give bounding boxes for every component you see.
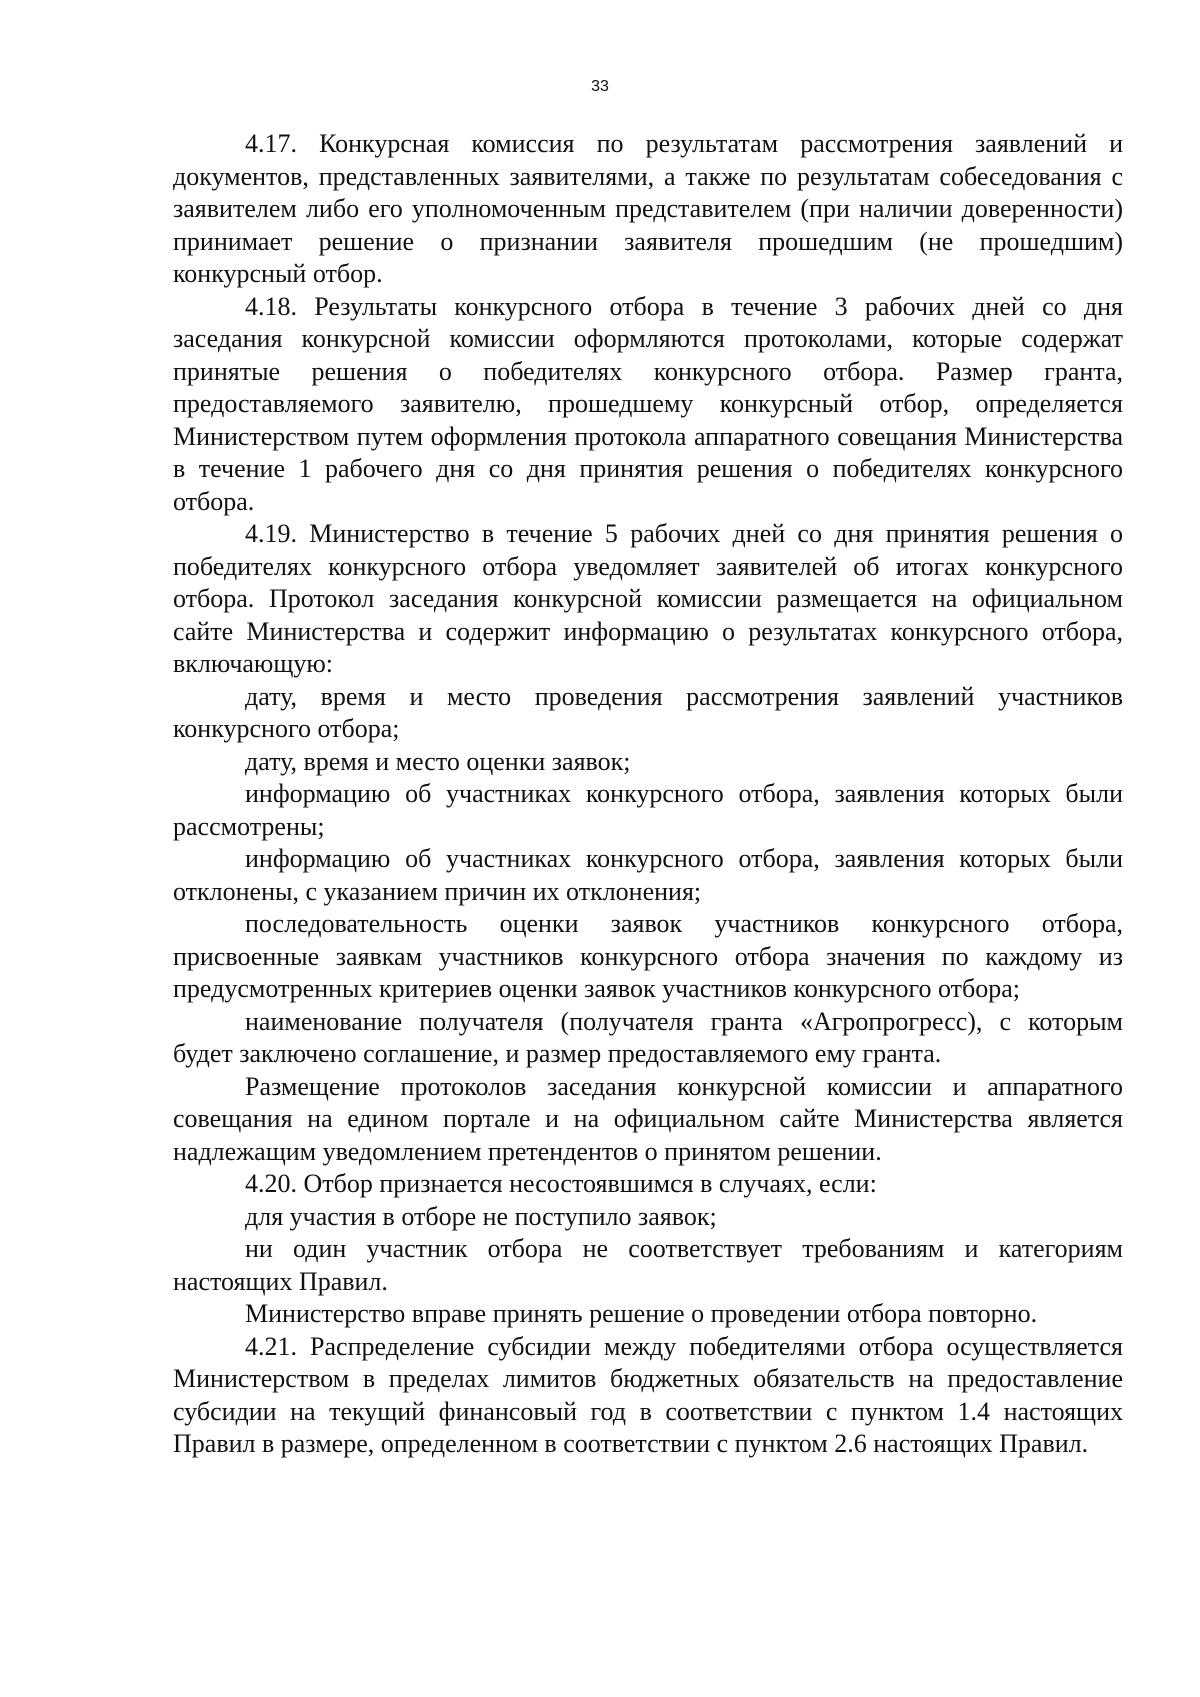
paragraph-4-19: 4.19. Министерство в течение 5 рабочих дней со дня принятия решения о победителях конкурсного отбора уведомляет заявителей об итогах конкурсного отбора. Протокол заседания конкурсной комиссии размещается на официальном сайте Министерства и содержит информацию о результатах конкурсного отбора, включающую: — [173, 519, 1123, 678]
paragraph-4-21: 4.21. Распределение субсидии между победителями отбора осуществляется Министерством в пределах лимитов бюджетных обязательств на предоставление субсидии на текущий финансовый год в соответствии с пунктом 1.4 настоящих Правил в размере, определенном в соответствии с пунктом 2.6 настоящих Правил. — [173, 1331, 1123, 1458]
paragraph-repeat-selection: Министерство вправе принять решение о проведении отбора повторно. — [245, 1299, 1038, 1328]
list-item-evaluation-sequence: последовательность оценки заявок участников конкурсного отбора, присвоенные заявкам участников конкурсного отбора значения по каждому из предусмотренных критериев оценки заявок участников конкурсного отбора; — [173, 909, 1123, 1003]
page-number: 33 — [591, 78, 609, 95]
paragraph-4-17: 4.17. Конкурсная комиссия по результатам рассмотрения заявлений и документов, представленных заявителями, а также по результатам собеседования с заявителем либо его уполномоченным представителем (при наличии доверенности) принимает решение о признании заявителя прошедшим (не прошедшим) конкурсный отбор. — [173, 129, 1123, 288]
document-body — [173, 128, 1123, 1461]
paragraph-4-20: 4.20. Отбор признается несостоявшимся в случаях, если: — [245, 1169, 877, 1198]
list-item-recipient-name: наименование получателя (получателя гранта «Агропрогресс), с которым будет заключено соглашение, и размер предоставляемого ему гранта. — [173, 1006, 1123, 1068]
list-item-rejected-participants: информацию об участниках конкурсного отбора, заявления которых были отклонены, с указанием причин их отклонения; — [173, 844, 1123, 906]
list-item-no-compliance: ни один участник отбора не соответствует требованиям и категориям настоящих Правил. — [173, 1234, 1123, 1296]
list-item-reviewed-participants: информацию об участниках конкурсного отбора, заявления которых были рассмотрены; — [173, 779, 1123, 841]
list-item-no-applications: для участия в отборе не поступило заявок; — [245, 1201, 717, 1231]
paragraph-4-18: 4.18. Результаты конкурсного отбора в течение 3 рабочих дней со дня заседания конкурсной комиссии оформляются протоколами, которые содержат принятые решения о победителях конкурсного отбора. Размер гранта, предоставляемого заявителю, прошедшему конкурсный отбор, определяется Министерством путем оформления протокола аппаратного совещания Министерства в течение 1 рабочего дня со дня принятия решения о победителях конкурсного отбора. — [173, 291, 1123, 516]
list-item-review-date: дату, время и место проведения рассмотрения заявлений участников конкурсного отбора; — [173, 681, 1123, 743]
paragraph-publication: Размещение протоколов заседания конкурсной комиссии и аппаратного совещания на едином портале и на официальном сайте Министерства является надлежащим уведомлением претендентов о принятом решении. — [173, 1071, 1123, 1166]
list-item-evaluation-date: дату, время и место оценки заявок; — [245, 746, 631, 776]
